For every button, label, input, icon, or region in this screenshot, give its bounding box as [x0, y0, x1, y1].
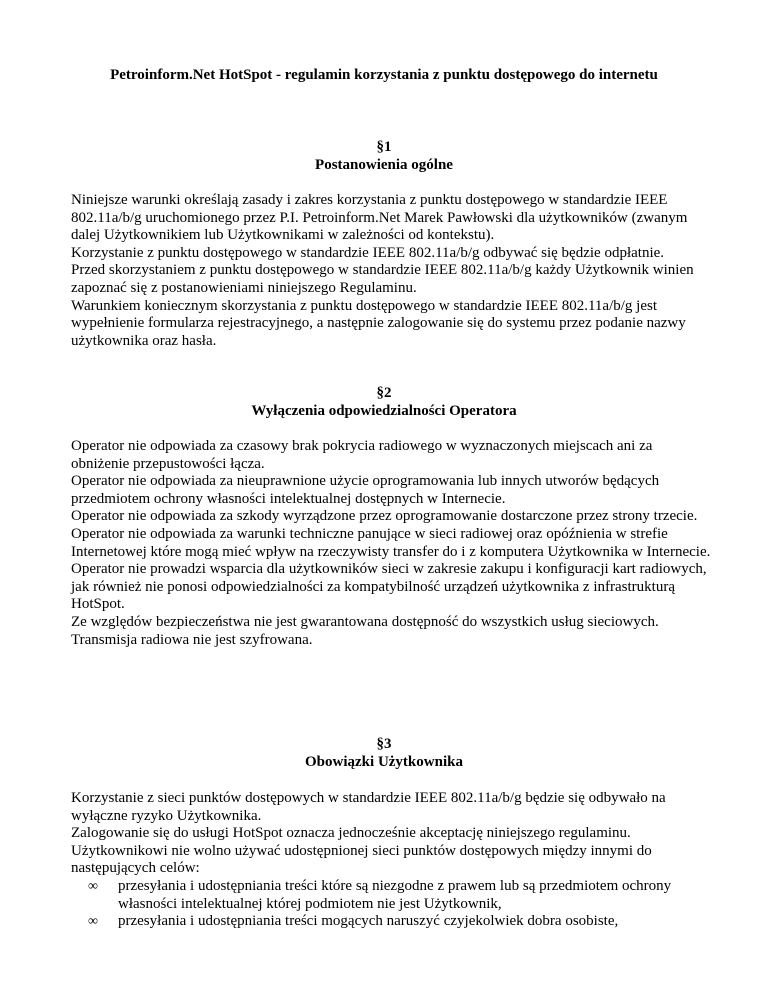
section-number: §2	[376, 385, 392, 401]
list-item	[71, 878, 711, 913]
section-number: §1	[376, 139, 392, 155]
section-1-body	[71, 192, 711, 350]
list-item	[71, 913, 711, 931]
section-heading: Postanowienia ogólne	[315, 156, 453, 173]
infinity-bullet-icon: ∞	[88, 878, 98, 894]
paragraph: Operator nie odpowiada za szkody wyrządzone przez oprogramowanie dostarczone przez strony trzecie.	[71, 508, 698, 525]
paragraph: Przed skorzystaniem z punktu dostępowego w standardzie IEEE 802.11a/b/g każdy Użytkownik winien zapoznać się z postanowieniami niniejszego Regulaminu.	[71, 262, 694, 296]
paragraph: Niniejsze warunki określają zasady i zakres korzystania z punktu dostępowego w standardzie IEEE 802.11a/b/g uruchomionego przez P.I. Petroinform.Net Marek Pawłowski dla użytkowników (zwanym dalej Użytkownikiem lub Użytkownikami w zależności od kontekstu).	[71, 192, 688, 244]
paragraph: Użytkownikowi nie wolno używać udostępnionej sieci punktów dostępowych między innymi do następujących celów:	[71, 842, 652, 877]
paragraph: Ze względów bezpieczeństwa nie jest gwarantowana dostępność do wszystkich usług sieciowych.	[71, 613, 659, 630]
section-2-header	[0, 385, 768, 420]
paragraph: Operator nie odpowiada za nieuprawnione użycie oprogramowania lub innych utworów będących przedmiotem ochrony własności intelektualnej dostępnych w Internecie.	[71, 473, 660, 507]
section-2-body	[71, 438, 711, 649]
section-heading: Obowiązki Użytkownika	[305, 753, 463, 770]
list-item-text: przesyłania i udostępniania treści mogących naruszyć czyjekolwiek dobra osobiste,	[118, 913, 619, 930]
section-3-body	[71, 790, 711, 931]
paragraph: Operator nie prowadzi wsparcia dla użytkowników sieci w zakresie zakupu i konfiguracji kart radiowych, jak również nie ponosi odpowiedzialności za kompatybilność urządzeń użytkownika z infrastrukturą HotSpot.	[71, 561, 707, 613]
paragraph: Korzystanie z punktu dostępowego w standardzie IEEE 802.11a/b/g odbywać się będzie odpłatnie.	[71, 244, 665, 261]
paragraph: Korzystanie z sieci punktów dostępowych w standardzie IEEE 802.11a/b/g będzie się odbywało na wyłączne ryzyko Użytkownika.	[71, 790, 666, 824]
paragraph: Transmisja radiowa nie jest szyfrowana.	[71, 631, 313, 648]
section-3-header	[0, 736, 768, 771]
document-title: Petroinform.Net HotSpot - regulamin korzystania z punktu dostępowego do internetu	[110, 67, 658, 83]
paragraph: Operator nie odpowiada za czasowy brak pokrycia radiowego w wyznaczonych miejscach ani za obniżenie przepustowości łącza.	[71, 438, 653, 472]
list-item-text: przesyłania i udostępniania treści które są niezgodne z prawem lub są przedmiotem ochrony własności intelektualnej której podmiotem nie jest Użytkownik,	[118, 877, 672, 912]
section-number: §3	[376, 736, 392, 752]
prohibited-uses-list	[71, 878, 711, 931]
paragraph: Warunkiem koniecznym skorzystania z punktu dostępowego w standardzie IEEE 802.11a/b/g jest wypełnienie formularza rejestracyjnego, a następnie zalogowanie się do systemu przez podanie nazwy użytkownika oraz hasła.	[71, 297, 686, 349]
paragraph: Zalogowanie się do usługi HotSpot oznacza jednocześnie akceptację niniejszego regulaminu.	[71, 825, 631, 842]
paragraph: Operator nie odpowiada za warunki techniczne panujące w sieci radiowej oraz opóźnienia w strefie Internetowej które mogą mieć wpływ na rzeczywisty transfer do i z komputera Użytkownika w Internecie.	[71, 525, 711, 560]
section-1-header	[0, 139, 768, 174]
section-heading: Wyłączenia odpowiedzialności Operatora	[251, 402, 517, 419]
infinity-bullet-icon: ∞	[88, 914, 98, 930]
